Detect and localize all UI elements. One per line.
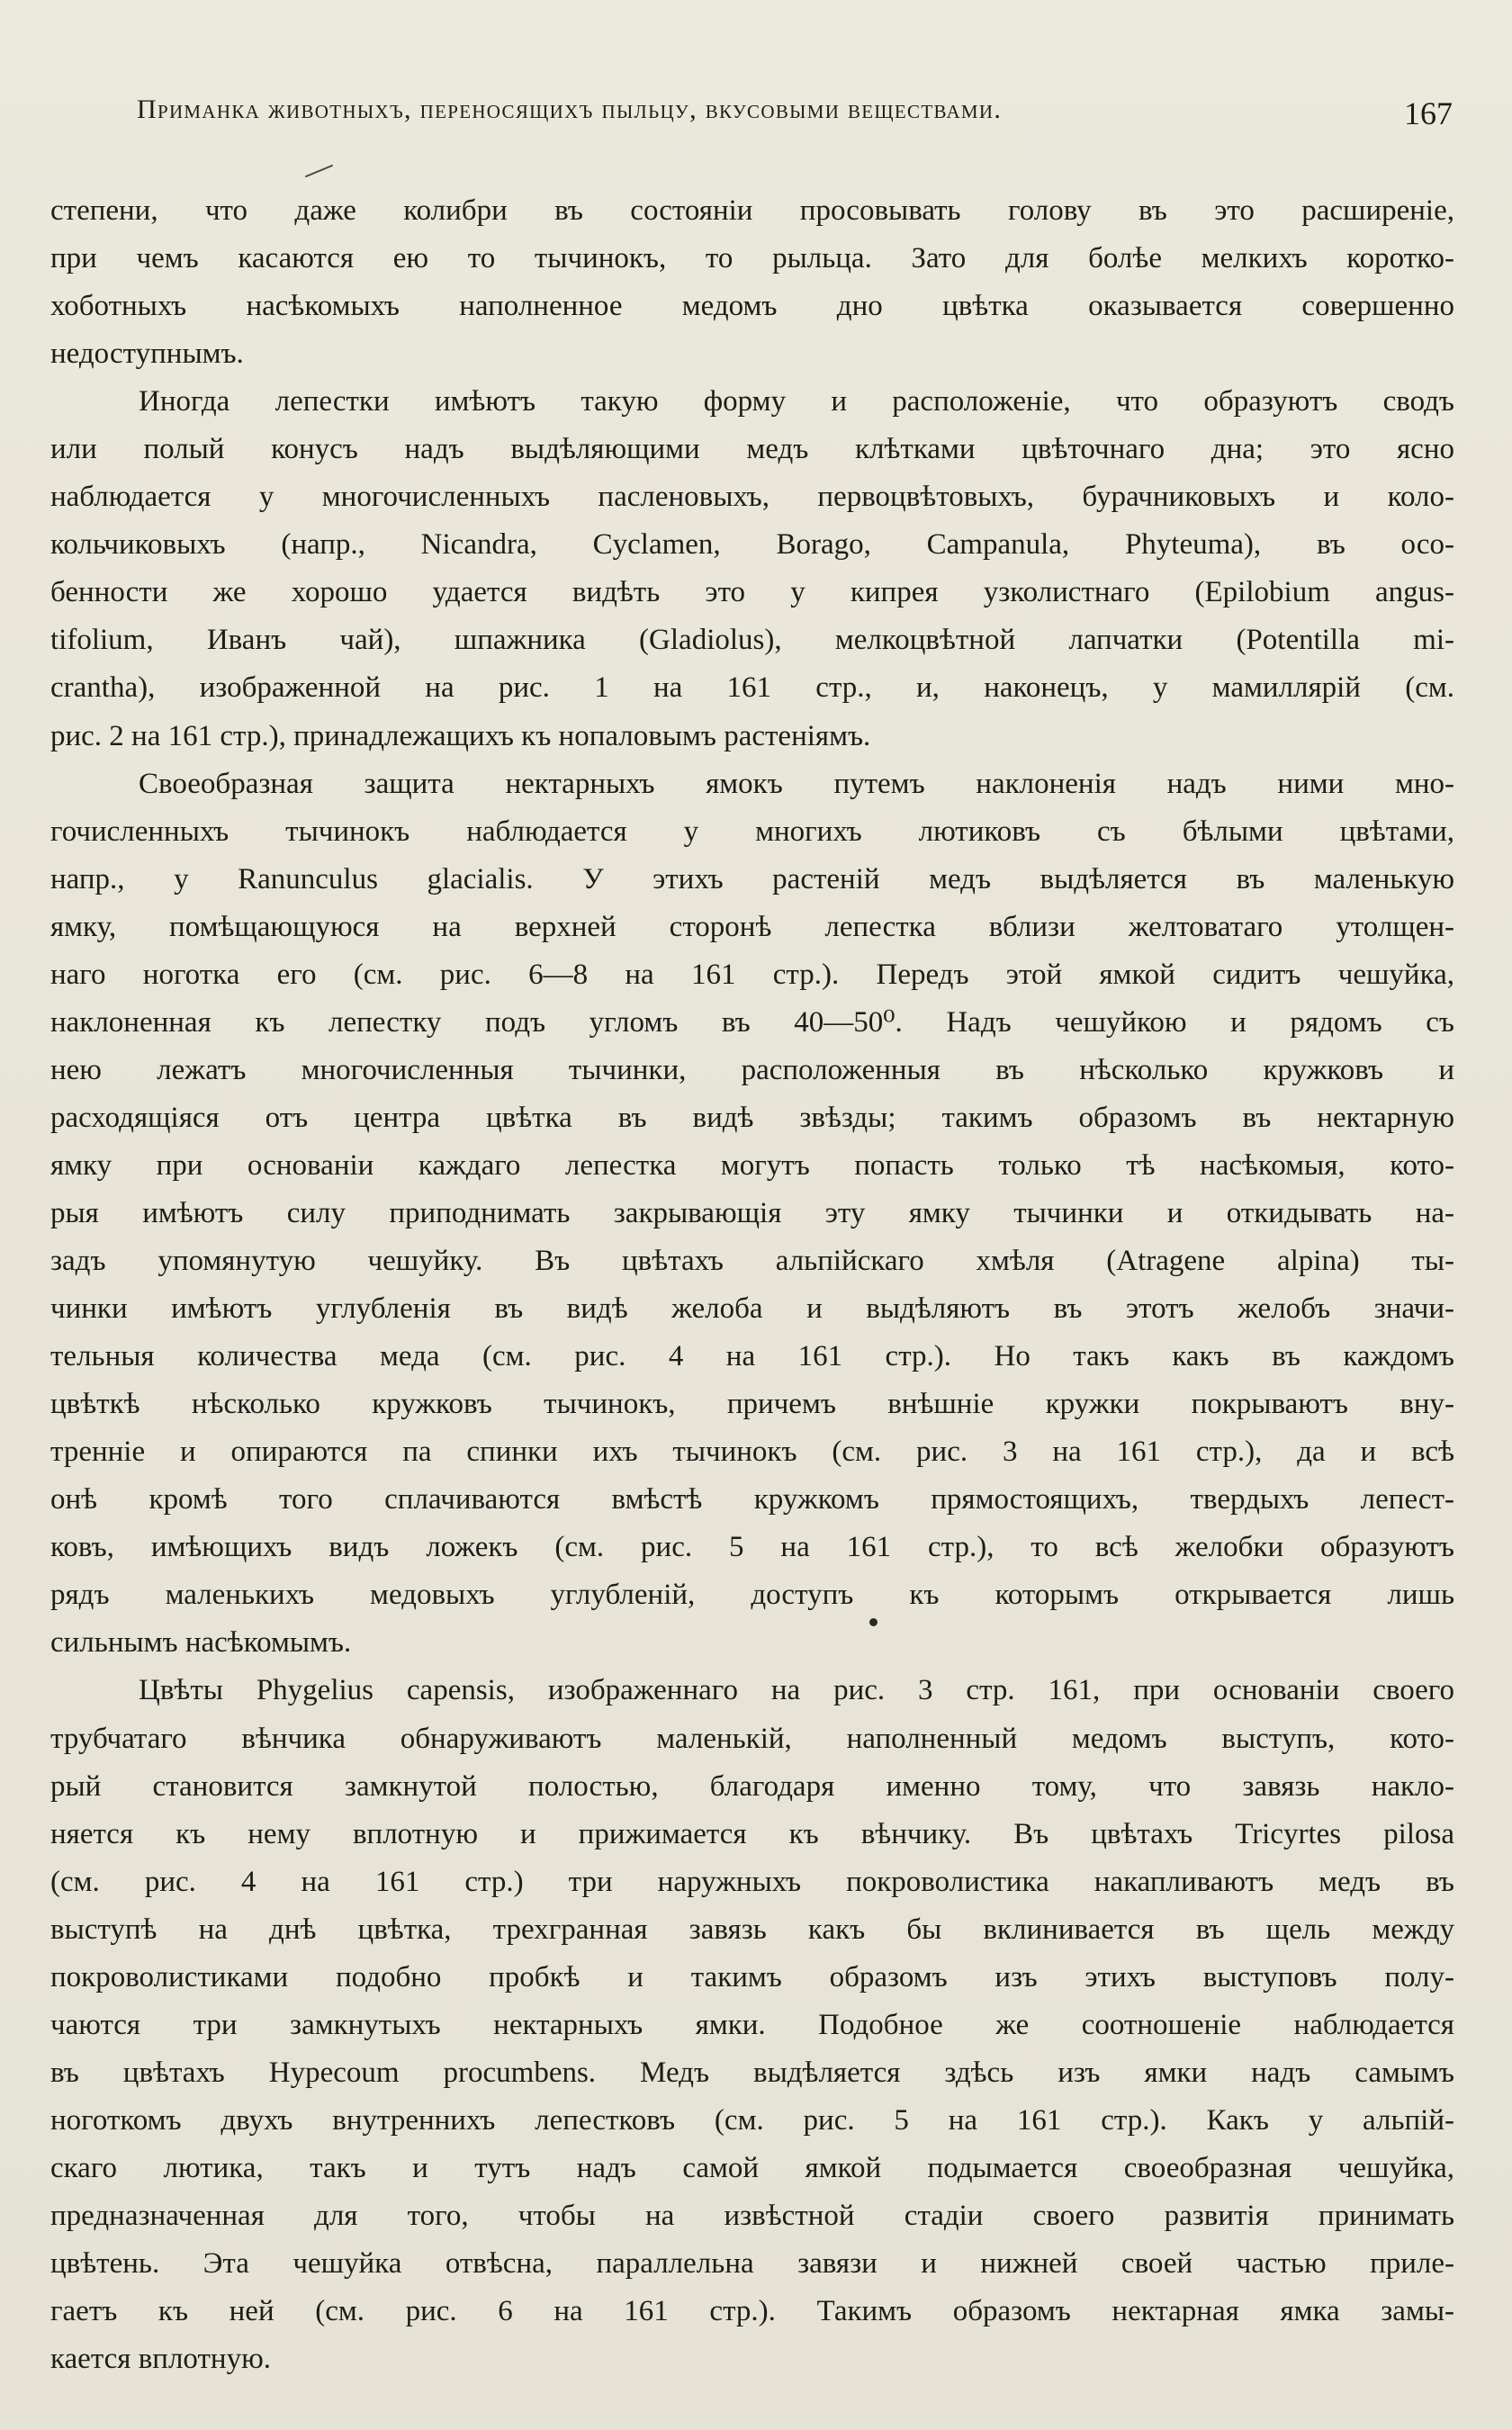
text-line: въ цвѣтахъ Hypecoum procumbens. Медъ выдѣляется здѣсь изъ ямки надъ самымъ [50, 2056, 1454, 2089]
text-line: наклоненная къ лепестку подъ угломъ въ 40—50⁰. Надъ чешуйкою и рядомъ съ [50, 1005, 1454, 1039]
text-line: гаетъ къ ней (см. рис. 6 на 161 стр.). Такимъ образомъ нектарная ямка замы- [50, 2295, 1454, 2328]
text-line: нею лежатъ многочисленныя тычинки, расположенныя въ нѣсколько кружковъ и [50, 1053, 1454, 1086]
text-line: рыя имѣютъ силу приподнимать закрывающія эту ямку тычинки и откидывать на- [50, 1196, 1454, 1229]
text-line: тренніе и опираются па спинки ихъ тычинокъ (см. рис. 3 на 161 стр.), да и всѣ [50, 1436, 1454, 1469]
text-line: рис. 2 на 161 стр.), принадлежащихъ къ нопаловымъ растеніямъ. [50, 719, 871, 752]
text-line: Иногда лепестки имѣютъ такую форму и расположеніе, что образуютъ сводъ [139, 385, 1454, 418]
text-line: недоступнымъ. [50, 338, 244, 371]
text-line: Своеобразная защита нектарныхъ ямокъ путемъ наклоненія надъ ними мно- [139, 767, 1454, 800]
text-line: при чемъ касаются ею то тычинокъ, то рыльца. Зато для болѣе мелкихъ коротко- [50, 242, 1454, 275]
text-line: трубчатаго вѣнчика обнаруживаютъ маленькій, наполненный медомъ выступъ, кото- [50, 1722, 1454, 1755]
body-text [50, 187, 1454, 2383]
text-line: наго ноготка его (см. рис. 6—8 на 161 стр.). Передъ этой ямкой сидитъ чешуйка, [50, 958, 1454, 991]
text-line: рядъ маленькихъ медовыхъ углубленій, доступъ къ которымъ открывается лишь [50, 1579, 1454, 1612]
text-line: Цвѣты Phygelius capensis, изображеннаго на рис. 3 стр. 161, при основаніи своего [139, 1674, 1454, 1707]
text-line: ноготкомъ двухъ внутреннихъ лепестковъ (см. рис. 5 на 161 стр.). Какъ у альпій- [50, 2103, 1454, 2137]
text-line: напр., у Ranunculus glacialis. У этихъ растеній медъ выдѣляется въ маленькую [50, 862, 1454, 896]
text-line: тельныя количества меда (см. рис. 4 на 161 стр.). Но такъ какъ въ каждомъ [50, 1340, 1454, 1373]
text-line: чаются три замкнутыхъ нектарныхъ ямки. Подобное же соотношеніе наблюдается [50, 2008, 1454, 2041]
text-line: сильнымъ насѣкомымъ. [50, 1626, 352, 1660]
running-title: Приманка животныхъ, переносящихъ пыльцу, вкусовыми веществами. [137, 94, 1003, 124]
text-line: выступѣ на днѣ цвѣтка, трехгранная завязь какъ бы вклинивается въ щель между [50, 1912, 1454, 1946]
text-line: ямку при основаніи каждаго лепестка могутъ попасть только тѣ насѣкомыя, кото- [50, 1148, 1454, 1182]
text-line: степени, что даже колибри въ состояніи просовывать голову въ это расширеніе, [50, 194, 1454, 227]
text-line: tifolium, Иванъ чай), шпажника (Gladiolus), мелкоцвѣтной лапчатки (Potentilla mi- [50, 624, 1454, 657]
text-line: расходящіяся отъ центра цвѣтка въ видѣ звѣзды; такимъ образомъ въ нектарную [50, 1101, 1454, 1134]
page-number: 167 [1404, 95, 1453, 131]
text-line: гочисленныхъ тычинокъ наблюдается у многихъ лютиковъ съ бѣлыми цвѣтами, [50, 814, 1454, 848]
text-line: бенности же хорошо удается видѣть это у кипрея узколистнаго (Epilobium angus- [50, 576, 1454, 609]
text-line: няется къ нему вплотную и прижимается къ вѣнчику. Въ цвѣтахъ Tricyrtes pilosa [50, 1817, 1454, 1850]
text-line: ковъ, имѣющихъ видъ ложекъ (см. рис. 5 на 161 стр.), то всѣ желобки образуютъ [50, 1531, 1454, 1564]
text-line: кольчиковыхъ (напр., Nicandra, Cyclamen, Borago, Campanula, Phyteuma), въ осо- [50, 528, 1454, 562]
running-header [137, 94, 1453, 148]
stray-pen-mark [304, 164, 335, 178]
text-line: ямку, помѣщающуюся на верхней сторонѣ лепестка вблизи желтоватаго утолщен- [50, 910, 1454, 943]
text-line: скаго лютика, такъ и тутъ надъ самой ямкой подымается своеобразная чешуйка, [50, 2151, 1454, 2184]
text-line: цвѣтень. Эта чешуйка отвѣсна, параллельна завязи и нижней своей частью приле- [50, 2247, 1454, 2281]
text-line: онѣ кромѣ того сплачиваются вмѣстѣ кружкомъ прямостоящихъ, твердыхъ лепест- [50, 1483, 1454, 1516]
text-line: рый становится замкнутой полостью, благодаря именно тому, что завязь накло- [50, 1769, 1454, 1803]
stray-dot-mark [869, 1618, 878, 1626]
text-line: предназначенная для того, чтобы на извѣстной стадіи своего развитія принимать [50, 2199, 1454, 2232]
text-line: или полый конусъ надъ выдѣляющими медъ клѣтками цвѣточнаго дна; это ясно [50, 433, 1454, 466]
text-line: хоботныхъ насѣкомыхъ наполненное медомъ дно цвѣтка оказывается совершенно [50, 290, 1454, 323]
text-line: задъ упомянутую чешуйку. Въ цвѣтахъ альпійскаго хмѣля (Atragene alpina) ты- [50, 1245, 1454, 1278]
text-line: кается вплотную. [50, 2343, 271, 2376]
text-line: наблюдается у многочисленныхъ пасленовыхъ, первоцвѣтовыхъ, бурачниковыхъ и коло- [50, 481, 1454, 514]
text-line: покроволистиками подобно пробкѣ и такимъ образомъ изъ этихъ выступовъ полу- [50, 1960, 1454, 1994]
text-line: цвѣткѣ нѣсколько кружковъ тычинокъ, причемъ внѣшніе кружки покрываютъ вну- [50, 1388, 1454, 1421]
text-line: (см. рис. 4 на 161 стр.) три наружныхъ покроволистика накапливаютъ медъ въ [50, 1865, 1454, 1898]
text-line: чинки имѣютъ углубленія въ видѣ желоба и выдѣляютъ въ этотъ желобъ значи- [50, 1292, 1454, 1326]
text-line: crantha), изображенной на рис. 1 на 161 стр., и, наконецъ, у мамиллярій (см. [50, 671, 1454, 705]
